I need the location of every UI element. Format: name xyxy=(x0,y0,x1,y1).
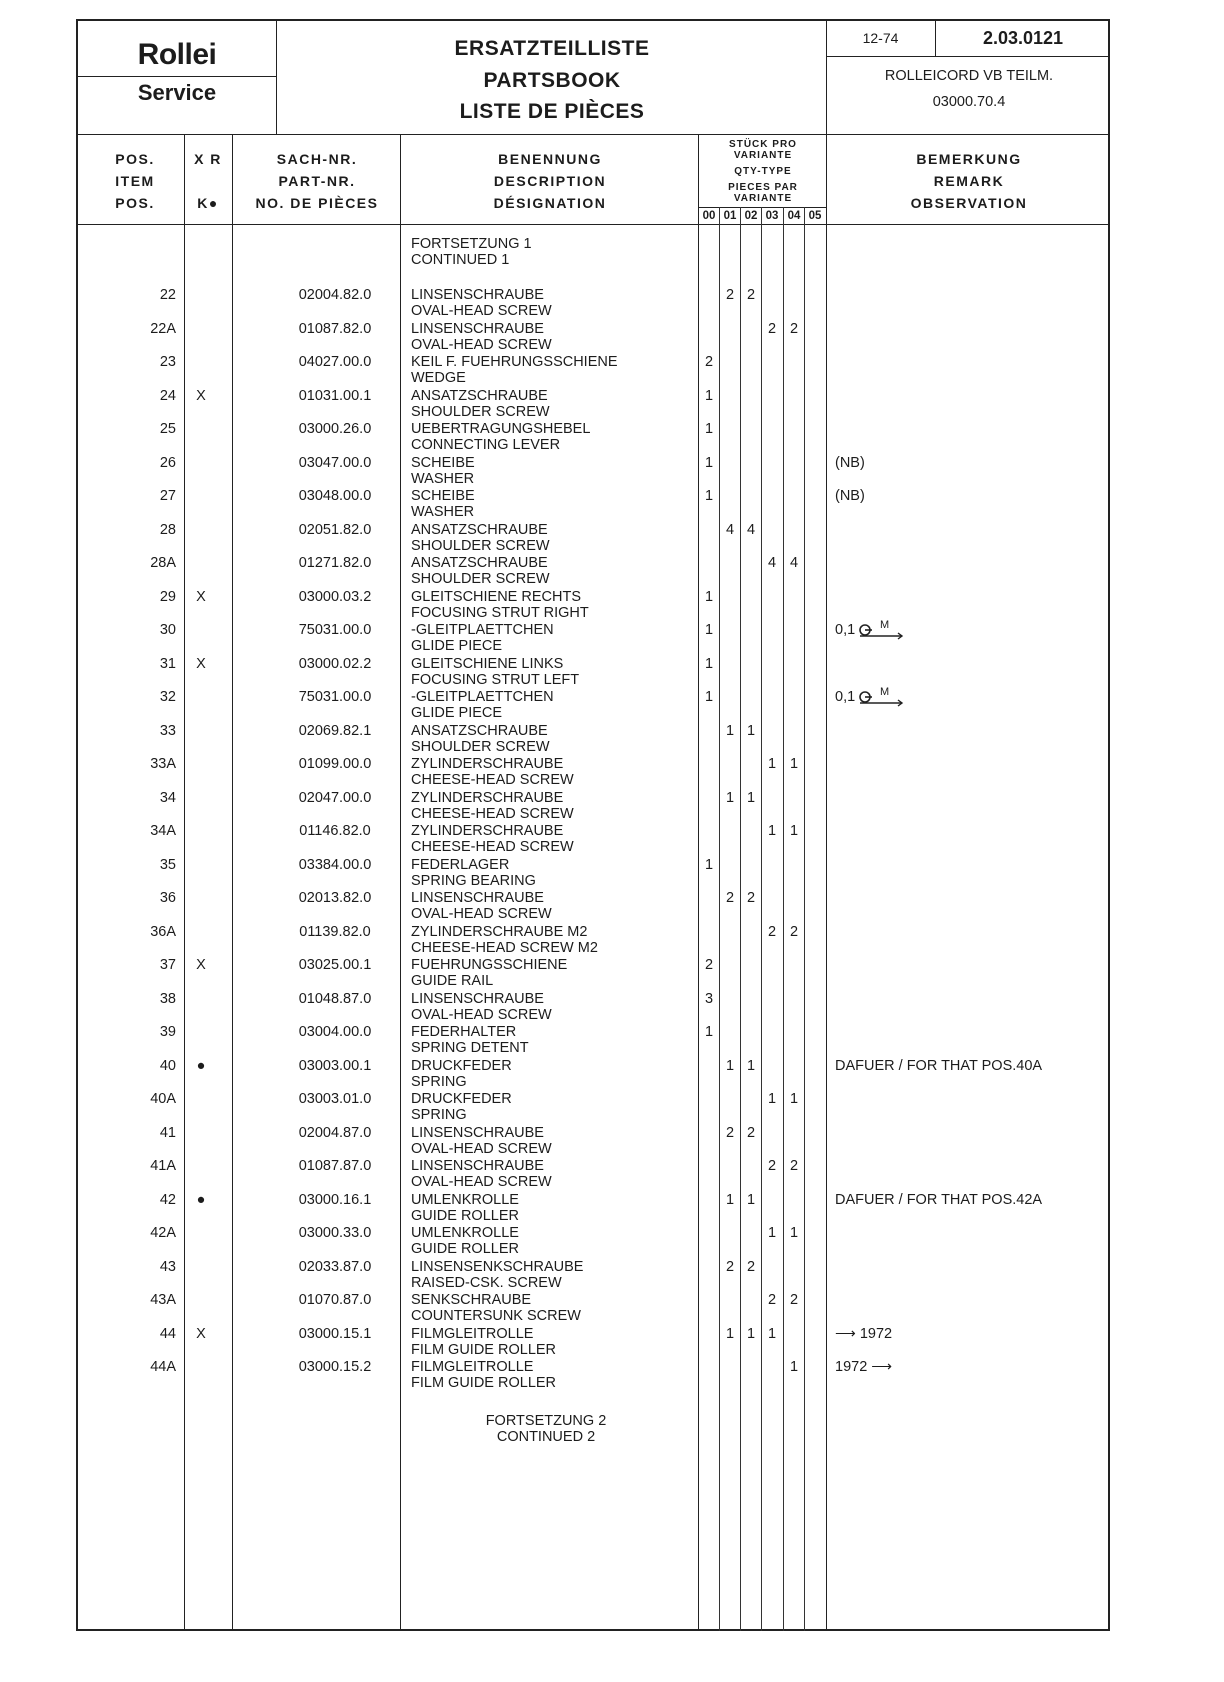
description-english: OVAL-HEAD SCREW xyxy=(411,303,552,319)
part-number: 03000.15.1 xyxy=(298,1325,372,1342)
part-number: 03000.26.0 xyxy=(298,421,372,437)
qty-variant-2: 2 xyxy=(746,1258,756,1275)
qty-variant-2: 1 xyxy=(746,789,756,806)
qty-variant-0: 1 xyxy=(704,655,714,672)
description-english: SPRING xyxy=(411,1073,467,1090)
item-position: 32 xyxy=(159,689,176,705)
description-german: ZYLINDERSCHRAUBE M2 xyxy=(411,923,588,940)
qty-variant-3: 2 xyxy=(767,923,777,940)
qty-variant-1: 1 xyxy=(725,1325,735,1342)
part-number: 03003.01.0 xyxy=(298,1091,372,1107)
description-english: FOCUSING STRUT RIGHT xyxy=(411,604,589,621)
description-english: OVAL-HEAD SCREW xyxy=(411,906,552,922)
part-number: 02033.87.0 xyxy=(298,1258,372,1275)
remark: ⟶ 1972 xyxy=(835,1325,893,1342)
table-row xyxy=(0,1192,1224,1226)
description-english: SHOULDER SCREW xyxy=(411,537,550,554)
table-row xyxy=(0,1024,1224,1058)
qty-variant-4: 2 xyxy=(789,1292,799,1308)
item-marker: X xyxy=(196,655,206,672)
remark: 1972 ⟶ xyxy=(835,1359,893,1375)
description-english: RAISED-CSK. SCREW xyxy=(411,1274,562,1291)
table-row xyxy=(0,354,1224,388)
table-row xyxy=(0,1292,1224,1326)
item-position: 37 xyxy=(159,957,176,973)
item-position: 41A xyxy=(150,1158,176,1174)
remark: 0,1 xyxy=(835,622,856,638)
table-row xyxy=(0,1091,1224,1125)
item-position: 30 xyxy=(159,622,176,638)
part-number: 02004.82.0 xyxy=(298,287,372,303)
title-french: LISTE DE PIÈCES xyxy=(459,100,645,123)
description-german: UEBERTRAGUNGSHEBEL xyxy=(411,421,591,437)
part-number: 02047.00.0 xyxy=(298,789,372,806)
logo-border xyxy=(276,19,277,134)
qty-variant-3: 1 xyxy=(767,823,777,839)
description-german: GLEITSCHIENE RECHTS xyxy=(411,588,581,605)
header-quantity: STÜCK PRO VARIANTE QTY-TYPE PIECES PAR VARIANTE xyxy=(728,139,798,204)
qty-variant-0: 1 xyxy=(704,689,714,705)
qty-variant-0: 1 xyxy=(704,488,714,504)
description-german: FILMGLEITROLLE xyxy=(411,1359,534,1375)
description-english: WEDGE xyxy=(411,370,466,386)
item-position: 43A xyxy=(150,1292,176,1308)
qty-variant-1: 4 xyxy=(725,521,735,538)
description-german: ANSATZSCHRAUBE xyxy=(411,722,548,739)
item-position: 36A xyxy=(150,923,176,940)
description-english: CHEESE-HEAD SCREW xyxy=(411,839,574,855)
remark: (NB) xyxy=(835,454,865,471)
header-remark: BEMERKUNG REMARK OBSERVATION xyxy=(910,151,1028,211)
qty-variant-2: 1 xyxy=(746,1191,756,1208)
part-number: 02013.82.0 xyxy=(298,890,372,906)
table-row xyxy=(0,1359,1224,1393)
part-number: 01070.87.0 xyxy=(298,1292,372,1308)
qty-variant-3: 1 xyxy=(767,756,777,772)
qty-variant-1: 1 xyxy=(725,1057,735,1074)
header-pos: POS. ITEM POS. xyxy=(115,151,155,211)
qty-variant-0: 1 xyxy=(704,387,714,404)
continued-from-note: FORTSETZUNG 1 CONTINUED 1 xyxy=(411,236,532,268)
qty-variant-4: 4 xyxy=(789,555,799,571)
table-row xyxy=(0,656,1224,690)
qty-variant-1: 2 xyxy=(725,890,735,906)
description-german: -GLEITPLAETTCHEN xyxy=(411,622,554,638)
item-position: 34 xyxy=(159,789,176,806)
table-row xyxy=(0,321,1224,355)
document-number: 2.03.0121 xyxy=(982,28,1064,48)
description-english: SPRING xyxy=(411,1107,467,1123)
part-number: 03000.03.2 xyxy=(298,588,372,605)
description-german: LINSENSCHRAUBE xyxy=(411,1124,544,1141)
qty-variant-2: 2 xyxy=(746,1124,756,1141)
remark: 0,1 xyxy=(835,689,856,705)
qty-variant-1: 1 xyxy=(725,722,735,739)
item-marker: X xyxy=(196,1325,206,1342)
part-number: 02069.82.1 xyxy=(298,722,372,739)
table-row xyxy=(0,555,1224,589)
table-row xyxy=(0,991,1224,1025)
description-english: SHOULDER SCREW xyxy=(411,738,550,755)
item-position: 33 xyxy=(159,722,176,739)
item-position: 40 xyxy=(159,1057,176,1074)
table-row xyxy=(0,823,1224,857)
part-number: 04027.00.0 xyxy=(298,354,372,370)
qty-variant-3: 1 xyxy=(767,1091,777,1107)
description-german: ZYLINDERSCHRAUBE xyxy=(411,756,564,772)
description-german: LINSENSCHRAUBE xyxy=(411,890,544,906)
item-position: 38 xyxy=(159,990,176,1007)
description-english: CHEESE-HEAD SCREW xyxy=(411,805,574,822)
part-number: 75031.00.0 xyxy=(298,689,372,705)
qty-variant-0: 2 xyxy=(704,957,714,973)
table-row xyxy=(0,790,1224,824)
part-number: 01099.00.0 xyxy=(298,756,372,772)
qty-variant-4: 1 xyxy=(789,756,799,772)
variant-00: 00 xyxy=(702,210,716,222)
item-marker: X xyxy=(196,588,206,605)
variant-03: 03 xyxy=(765,210,779,222)
qty-variant-0: 1 xyxy=(704,1024,714,1040)
item-position: 44 xyxy=(159,1325,176,1342)
item-position: 40A xyxy=(150,1091,176,1107)
table-row xyxy=(0,287,1224,321)
table-row xyxy=(0,421,1224,455)
issue-date: 12-74 xyxy=(862,30,899,46)
description-english: OVAL-HEAD SCREW xyxy=(411,1006,552,1023)
logo-divider xyxy=(76,76,276,77)
title-english: PARTSBOOK xyxy=(483,69,621,92)
description-german: SENKSCHRAUBE xyxy=(411,1292,532,1308)
qty-variant-4: 1 xyxy=(789,823,799,839)
table-row xyxy=(0,1158,1224,1192)
table-row xyxy=(0,924,1224,958)
qty-variant-0: 1 xyxy=(704,588,714,605)
part-number: 03000.33.0 xyxy=(298,1225,372,1241)
description-german: FILMGLEITROLLE xyxy=(411,1325,534,1342)
description-english: GUIDE RAIL xyxy=(411,973,494,989)
date-border xyxy=(935,19,936,56)
table-row xyxy=(0,488,1224,522)
qty-variant-2: 2 xyxy=(746,890,756,906)
title-border xyxy=(826,19,827,134)
item-marker: X xyxy=(196,957,206,973)
surface-finish-symbol: M xyxy=(858,686,908,711)
description-german: DRUCKFEDER xyxy=(411,1057,512,1074)
table-row xyxy=(0,756,1224,790)
item-position: 36 xyxy=(159,890,176,906)
description-english: FOCUSING STRUT LEFT xyxy=(411,671,580,688)
qty-variant-0: 1 xyxy=(704,421,714,437)
part-number: 01031.00.1 xyxy=(298,387,372,404)
item-marker: ● xyxy=(196,1057,206,1074)
title-german: ERSATZTEILLISTE xyxy=(454,37,650,60)
description-german: -GLEITPLAETTCHEN xyxy=(411,689,554,705)
service-label: Service xyxy=(137,80,217,105)
part-number: 01146.82.0 xyxy=(299,823,371,839)
description-german: UMLENKROLLE xyxy=(411,1191,519,1208)
remark: (NB) xyxy=(835,488,865,504)
table-row xyxy=(0,686,1224,723)
table-row xyxy=(0,522,1224,556)
description-german: SCHEIBE xyxy=(411,488,475,504)
item-position: 29 xyxy=(159,588,176,605)
description-german: UMLENKROLLE xyxy=(411,1225,519,1241)
item-position: 42A xyxy=(150,1225,176,1241)
variant-05: 05 xyxy=(808,210,822,222)
description-german: FEDERHALTER xyxy=(411,1024,517,1040)
item-position: 31 xyxy=(159,655,176,672)
qty-variant-2: 4 xyxy=(746,521,756,538)
description-german: ANSATZSCHRAUBE xyxy=(411,521,548,538)
description-german: LINSENSENKSCHRAUBE xyxy=(411,1258,584,1275)
description-english: WASHER xyxy=(411,504,475,520)
description-english: SHOULDER SCREW xyxy=(411,403,550,420)
table-row xyxy=(0,890,1224,924)
item-position: 22 xyxy=(159,287,176,303)
qty-variant-4: 2 xyxy=(789,1158,799,1174)
qty-variant-0: 1 xyxy=(704,622,714,638)
header-part-number: SACH-NR. PART-NR. NO. DE PIÈCES xyxy=(255,151,379,211)
model-code: 03000.70.4 xyxy=(932,94,1006,110)
part-number: 03047.00.0 xyxy=(298,454,372,471)
part-number: 01139.82.0 xyxy=(299,923,371,940)
part-number: 03048.00.0 xyxy=(298,488,372,504)
description-german: GLEITSCHIENE LINKS xyxy=(411,655,564,672)
qty-variant-1: 2 xyxy=(725,1258,735,1275)
item-position: 28A xyxy=(150,555,176,571)
qty-variant-4: 1 xyxy=(789,1225,799,1241)
item-marker: X xyxy=(196,387,206,404)
part-number: 03000.15.2 xyxy=(298,1359,372,1375)
header-xr: X R K● xyxy=(194,151,222,211)
description-english: GLIDE PIECE xyxy=(411,638,503,654)
description-english: OVAL-HEAD SCREW xyxy=(411,1174,552,1190)
description-english: SHOULDER SCREW xyxy=(411,571,550,587)
surface-finish-symbol: M xyxy=(858,619,908,644)
description-german: FUEHRUNGSSCHIENE xyxy=(411,957,568,973)
description-german: ZYLINDERSCHRAUBE xyxy=(411,789,564,806)
qty-variant-4: 1 xyxy=(789,1091,799,1107)
part-number: 01048.87.0 xyxy=(298,990,372,1007)
part-number: 03384.00.0 xyxy=(298,856,372,873)
description-german: LINSENSCHRAUBE xyxy=(411,1158,544,1174)
qty-variant-1: 2 xyxy=(725,1124,735,1141)
variant-01: 01 xyxy=(723,210,737,222)
description-english: SPRING DETENT xyxy=(411,1040,529,1056)
remark: DAFUER / FOR THAT POS.40A xyxy=(835,1057,1043,1074)
item-position: 41 xyxy=(159,1124,176,1141)
table-row xyxy=(0,388,1224,422)
description-german: LINSENSCHRAUBE xyxy=(411,287,544,303)
description-german: LINSENSCHRAUBE xyxy=(411,320,544,337)
variant-02: 02 xyxy=(744,210,758,222)
table-row xyxy=(0,1225,1224,1259)
item-position: 23 xyxy=(159,354,176,370)
item-position: 33A xyxy=(150,756,176,772)
description-english: GUIDE ROLLER xyxy=(411,1241,519,1257)
qty-variant-2: 1 xyxy=(746,722,756,739)
part-number: 03003.00.1 xyxy=(298,1057,372,1074)
qty-variant-4: 2 xyxy=(789,923,799,940)
brand-logo: Rollei xyxy=(137,38,217,71)
qty-variant-2: 1 xyxy=(746,1057,756,1074)
table-row xyxy=(0,957,1224,991)
table-row xyxy=(0,1058,1224,1092)
description-german: ANSATZSCHRAUBE xyxy=(411,387,548,404)
part-number: 03025.00.1 xyxy=(298,957,372,973)
part-number: 01271.82.0 xyxy=(298,555,372,571)
item-position: 27 xyxy=(159,488,176,504)
description-english: CONNECTING LEVER xyxy=(411,437,561,453)
variant-04: 04 xyxy=(787,210,801,222)
qty-variant-4: 1 xyxy=(789,1359,799,1375)
qty-variant-3: 4 xyxy=(767,555,777,571)
qty-variant-0: 2 xyxy=(704,354,714,370)
description-german: LINSENSCHRAUBE xyxy=(411,990,544,1007)
qty-variant-3: 2 xyxy=(767,1292,777,1308)
item-position: 44A xyxy=(150,1359,176,1375)
description-german: KEIL F. FUEHRUNGSSCHIENE xyxy=(411,354,618,370)
description-english: WASHER xyxy=(411,470,475,487)
item-position: 22A xyxy=(150,320,176,337)
qty-variant-4: 2 xyxy=(789,320,799,337)
header-description: BENENNUNG DESCRIPTION DÉSIGNATION xyxy=(493,151,607,211)
qty-variant-1: 1 xyxy=(725,789,735,806)
part-number: 01087.82.0 xyxy=(298,320,372,337)
description-german: DRUCKFEDER xyxy=(411,1091,512,1107)
part-number: 02051.82.0 xyxy=(298,521,372,538)
qty-variant-0: 1 xyxy=(704,856,714,873)
part-number: 01087.87.0 xyxy=(298,1158,372,1174)
description-english: GUIDE ROLLER xyxy=(411,1207,519,1224)
item-position: 39 xyxy=(159,1024,176,1040)
table-row xyxy=(0,723,1224,757)
part-number: 03004.00.0 xyxy=(298,1024,372,1040)
qty-variant-0: 1 xyxy=(704,454,714,471)
item-position: 24 xyxy=(159,387,176,404)
description-english: OVAL-HEAD SCREW xyxy=(411,336,552,353)
model-name: ROLLEICORD VB TEILM. xyxy=(884,68,1054,84)
description-english: CHEESE-HEAD SCREW xyxy=(411,772,574,788)
description-english: CHEESE-HEAD SCREW M2 xyxy=(411,939,598,956)
variant-divider xyxy=(698,207,826,208)
table-row xyxy=(0,1125,1224,1159)
qty-variant-2: 1 xyxy=(746,1325,756,1342)
qty-variant-3: 2 xyxy=(767,1158,777,1174)
remark: DAFUER / FOR THAT POS.42A xyxy=(835,1191,1043,1208)
qty-variant-3: 1 xyxy=(767,1325,777,1342)
part-number: 03000.16.1 xyxy=(298,1191,372,1208)
description-english: COUNTERSUNK SCREW xyxy=(411,1308,581,1324)
table-row xyxy=(0,1259,1224,1293)
qty-variant-0: 3 xyxy=(704,990,714,1007)
part-number: 02004.87.0 xyxy=(298,1124,372,1141)
description-english: GLIDE PIECE xyxy=(411,705,503,721)
description-english: SPRING BEARING xyxy=(411,872,536,889)
item-position: 25 xyxy=(159,421,176,437)
description-german: FEDERLAGER xyxy=(411,856,510,873)
description-german: ANSATZSCHRAUBE xyxy=(411,555,548,571)
part-number: 03000.02.2 xyxy=(298,655,372,672)
item-marker: ● xyxy=(196,1191,206,1208)
item-position: 34A xyxy=(150,823,176,839)
part-number: 75031.00.0 xyxy=(298,622,372,638)
description-english: FILM GUIDE ROLLER xyxy=(411,1341,557,1358)
table-row xyxy=(0,1326,1224,1360)
qty-variant-1: 1 xyxy=(725,1191,735,1208)
qty-variant-3: 2 xyxy=(767,320,777,337)
qty-variant-2: 2 xyxy=(746,287,756,303)
item-position: 42 xyxy=(159,1191,176,1208)
item-position: 26 xyxy=(159,454,176,471)
info-divider xyxy=(826,56,1110,57)
qty-variant-3: 1 xyxy=(767,1225,777,1241)
qty-variant-1: 2 xyxy=(725,287,735,303)
description-english: FILM GUIDE ROLLER xyxy=(411,1375,557,1391)
item-position: 43 xyxy=(159,1258,176,1275)
table-row xyxy=(0,589,1224,623)
item-position: 35 xyxy=(159,856,176,873)
table-row xyxy=(0,619,1224,656)
item-position: 28 xyxy=(159,521,176,538)
description-german: ZYLINDERSCHRAUBE xyxy=(411,823,564,839)
continued-to-note: FORTSETZUNG 2 CONTINUED 2 xyxy=(485,1413,607,1445)
description-english: OVAL-HEAD SCREW xyxy=(411,1140,552,1157)
table-row xyxy=(0,455,1224,489)
description-german: SCHEIBE xyxy=(411,454,475,471)
table-row xyxy=(0,857,1224,891)
